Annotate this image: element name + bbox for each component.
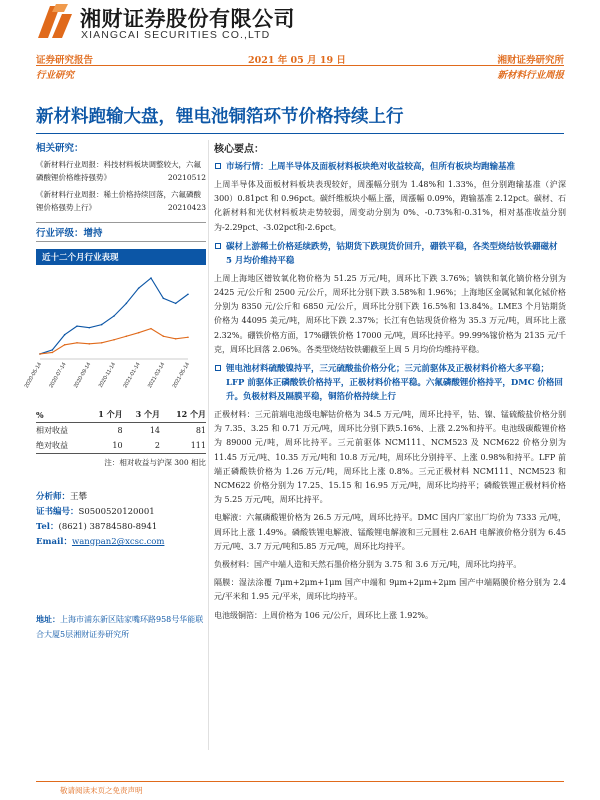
left-sidebar xyxy=(23,140,206,780)
data-point xyxy=(52,352,54,354)
address-text: 上海市浦东新区陆家嘴环路958号华能联合大厦5层湘财证券研究所 xyxy=(36,615,204,639)
chart-title: 近十二个月行业表现 xyxy=(36,249,206,265)
company-name-en: XIANGCAI SECURITIES CO.,LTD xyxy=(81,29,271,41)
performance-chart-svg xyxy=(23,265,206,405)
analyst-name: 王攀 xyxy=(70,492,88,502)
paragraph: 上周上海地区镨钕氧化物价格为 51.25 万元/吨，周环比下跌 3.76%；镝铁和氧化镝价格分别为 2425 元/公斤和 2500 元/公斤，周环比分别下跌 3.58%和 1.96%；上海地区金属铽和氧化铽价格分别为 8350 元/公斤和 6850 元/公斤，周环比分别下跌 16.5%和 13.84%。LME3 个月钴期货价格为 44095 美元/吨，周环比下跌 2.37%；长江有色钴现货价格为 35.3 万元/吨，周环比上涨 2.32%。硼铁价格方面，17%硼铁价格 17000 元/吨，周环比持平。99.99%镓价格为 2135 元/千克，周环比回落 2.06%。各类型烧结钕铁硼截至上周 5 月均价均维持平稳。 xyxy=(214,273,566,354)
report-date: 2021 年 05 月 19 日 xyxy=(248,55,346,66)
core-points-heading: 核心要点： xyxy=(214,144,264,155)
footer-disclaimer: 敬请阅读末页之免责声明 xyxy=(60,786,143,795)
data-point xyxy=(39,353,41,355)
related-report-date: 20210512 xyxy=(167,173,206,182)
company-name-cn: 湘财证券股份有限公司 xyxy=(80,7,295,31)
footer-rule xyxy=(36,781,564,782)
related-report-item[interactable] xyxy=(36,158,206,184)
data-point xyxy=(52,349,54,351)
performance-table-header: % xyxy=(36,409,44,420)
data-point xyxy=(163,335,165,337)
row-label: 绝对收益 xyxy=(36,441,68,450)
x-tick-label: 2020-11-14 xyxy=(97,361,117,389)
analyst-info xyxy=(36,490,206,550)
related-report-title: 《新材料行业周报：稀土价格持续回落，六氟磷酸锂价格强势上行》 xyxy=(36,190,201,212)
page-title: 新材料跑输大盘，锂电池铜箔环节价格持续上行 xyxy=(36,107,404,127)
cert-number: S0500520120001 xyxy=(78,507,155,517)
data-point xyxy=(64,344,66,346)
report-category-bar xyxy=(36,67,564,81)
paragraph: 隔膜：湿法涂覆 7μm+2μm+1μm 国产中端和 9μm+2μm+2μm 国产中端隔膜价格分别为 2.4 元/平米和 1.95 元/平米，周环比均持平。 xyxy=(214,578,566,602)
email-link[interactable]: wangpan2@xcsc.com xyxy=(71,537,165,547)
bullet-box-icon xyxy=(215,163,221,169)
table-cell: 81 xyxy=(195,426,206,435)
doc-type: 证券研究报告 xyxy=(36,55,94,66)
data-point xyxy=(76,325,78,327)
address-label: 地址： xyxy=(36,614,60,624)
bullet-box-icon xyxy=(215,243,221,249)
data-point xyxy=(64,334,66,336)
data-point xyxy=(150,277,152,279)
x-tick-label: 2020-09-14 xyxy=(73,361,93,390)
sub-series: 新材料行业周报 xyxy=(497,70,564,81)
data-point xyxy=(138,332,140,334)
data-point xyxy=(187,293,189,295)
email-label: Email： xyxy=(36,537,72,547)
x-tick-label: 2021-01-14 xyxy=(122,361,142,390)
category: 行业研究 xyxy=(36,70,75,81)
data-point xyxy=(101,324,103,326)
paragraph: 电解液：六氟磷酸锂价格为 26.5 万元/吨，周环比持平。DMC 国内厂家出厂均价为 7333 元/吨，周环比上涨 1.49%。磷酸铁锂电解液、锰酸锂电解液和三元圆柱 2.6AH 电解液价格分别为 6.45 万元/吨、3.7 万元/吨和5.85 万元/吨，周环比均持平。 xyxy=(214,513,566,551)
performance-table-header: 3 个月 xyxy=(135,409,160,419)
data-point xyxy=(126,303,128,305)
data-point xyxy=(138,287,140,289)
section-heading xyxy=(214,362,566,404)
table-cell: 111 xyxy=(190,441,206,450)
tel-label: Tel： xyxy=(36,522,59,532)
bullet-box-icon xyxy=(215,365,221,371)
paragraph: 电池级铜箔：上周价格为 106 元/公斤，周环比上涨 1.92%。 xyxy=(214,610,434,620)
table-row xyxy=(36,423,206,439)
column-divider xyxy=(208,140,209,750)
analyst-label: 分析师： xyxy=(36,492,71,502)
row-label: 相对收益 xyxy=(36,426,68,435)
table-cell: 14 xyxy=(149,426,160,435)
data-point xyxy=(89,343,91,345)
related-report-date: 20210423 xyxy=(167,203,206,212)
series-line-1 xyxy=(40,329,188,354)
data-point xyxy=(89,327,91,329)
table-cell: 2 xyxy=(154,441,160,450)
x-tick-label: 2021-05-14 xyxy=(171,361,191,390)
section-heading-text: 市场行情：上周半导体及面板材料板块绝对收益较高，但所有板块均跑输基准 xyxy=(226,162,516,172)
cert-label: 证书编号： xyxy=(36,507,79,517)
x-tick-label: 2021-03-14 xyxy=(147,361,167,390)
data-point xyxy=(113,339,115,341)
tel-number: (8621) 38784580-8941 xyxy=(58,522,158,532)
related-report-title: 《新材料行业周报：科技材料板块调整较大，六氟磷酸锂价格维持强势》 xyxy=(36,160,201,182)
data-point xyxy=(175,338,177,340)
x-tick-label: 2020-05-14 xyxy=(23,361,43,390)
address-block xyxy=(36,612,206,642)
institute-name: 湘财证券研究所 xyxy=(497,55,564,66)
table-cell: 8 xyxy=(117,426,123,435)
company-logo-icon xyxy=(36,2,74,40)
section-heading-text: 锂电池材料硫酸镍持平，三元硫酸盐价格分化；三元前驱体及正极材料价格大多平稳；LFP 前驱体正磷酸铁价格持平，正极材料价格平稳。六氟磷酸锂价格持平，DMC 价格回升。负极材料及隔膜平稳，铜箔价格持续上行 xyxy=(226,364,563,403)
data-point xyxy=(113,315,115,317)
data-point xyxy=(126,335,128,337)
paragraph: 正极材料：三元前端电池级电解钴价格为 34.5 万元/吨，周环比持平，钴、镍、锰硫酸盐价格分别为 7.35、3.25 和 0.71 万元/吨，周环比分别下跌5.16%、上涨 2.2%和持平。电池级碳酸锂价格为 89000 元/吨，周环比持平。三元前驱体 NCM111、NCM523 及 NCM622 价格分别为 11.45 万元/吨、10.35 万元/吨和 10.8 万元/吨，周环比分别持平、上涨 0.98%和持平。LFP 前端正磷酸铁价格为 1.26 万元/吨，周环比上涨 0.8%。三元正极材料 NCM111、NCM523 和 NCM622 价格分别为 17.25、15.15 和 16.95 万元/吨，周环比均持平；磷酸铁锂正极材料价格为 5.25 万元/吨，周环比持平。 xyxy=(214,410,566,505)
data-point xyxy=(150,328,152,330)
data-point xyxy=(187,336,189,338)
data-point xyxy=(163,297,165,299)
data-point xyxy=(175,303,177,305)
performance-table-header-row xyxy=(36,407,206,423)
performance-table-header: 1 个月 xyxy=(98,409,123,419)
report-info-bar xyxy=(36,52,564,66)
x-tick-label: 2020-07-14 xyxy=(48,361,68,390)
section-heading-text: 碳材上游稀土价格延续跌势，钴期货下跌现货价回升，硼铁平稳，各类型烧结钕铁硼磁材 5 月均价维持平稳 xyxy=(226,241,558,266)
table-row xyxy=(36,438,206,454)
title-divider xyxy=(36,133,564,134)
paragraph: 上周半导体及面板材料板块表现较好，周漲幅分别为 1.48%和 1.33%，但分别跑输基准（沪深 300）0.81pct 和 0.96pct。碳纤维板块小幅上漲，周漲幅 0.09%，跑输基准 2.12pct。碳材、石化新材料和光伏材料板块走势较弱，周变动分别为 0%、-0.73%和-0.31%，相对基准收益分别为-2.29pct、-3.02pct和-2.6pct。 xyxy=(214,180,566,232)
performance-chart xyxy=(23,265,206,405)
section-heading xyxy=(214,160,566,174)
paragraph: 负极材料：国产中端人造和天然石墨价格分别为 3.75 和 3.6 万元/吨，周环比均持平。 xyxy=(214,560,522,570)
performance-table xyxy=(36,407,206,468)
performance-note: 注：相对收益与沪深 300 相比 xyxy=(104,458,206,467)
data-point xyxy=(101,342,103,344)
header xyxy=(0,0,600,52)
performance-table-header: 12 个月 xyxy=(176,409,206,419)
table-cell: 10 xyxy=(112,441,123,450)
industry-rating: 行业评级：增持 xyxy=(36,222,206,242)
data-point xyxy=(76,342,78,344)
main-content xyxy=(214,140,566,623)
related-research-heading: 相关研究： xyxy=(36,143,84,154)
section-heading xyxy=(214,240,566,268)
related-report-item[interactable] xyxy=(36,188,206,214)
